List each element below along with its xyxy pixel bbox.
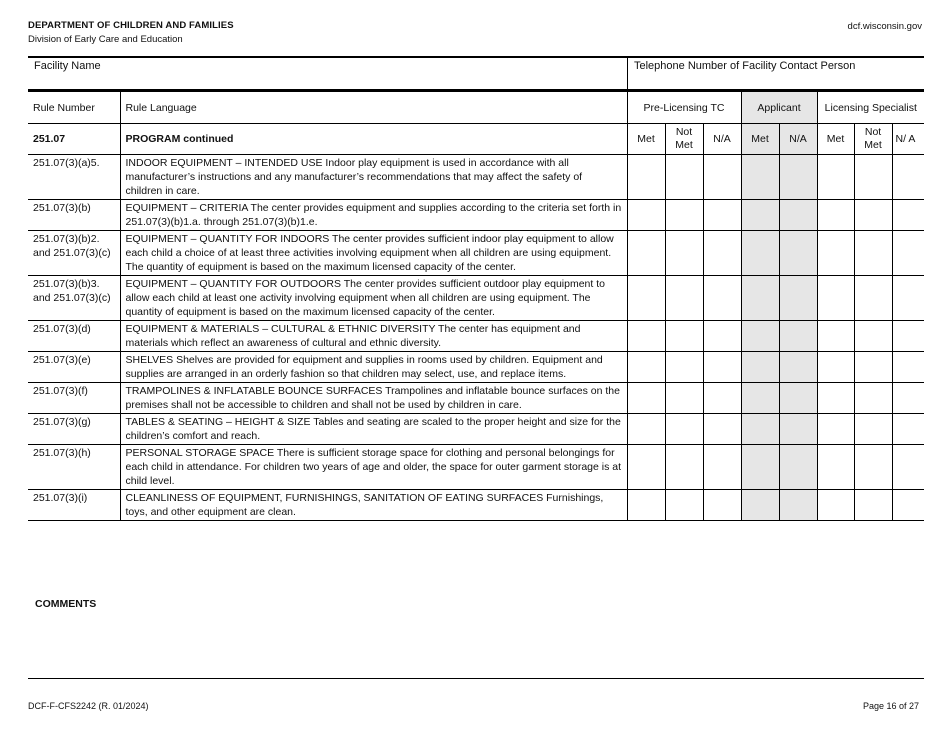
pre-met-cell[interactable] xyxy=(627,276,665,321)
spec-na-cell[interactable] xyxy=(892,155,924,200)
spec-met-cell[interactable] xyxy=(817,276,854,321)
pre-met-cell[interactable] xyxy=(627,383,665,414)
table-row xyxy=(28,276,924,321)
rules-table xyxy=(28,91,924,521)
spec-na-cell[interactable] xyxy=(892,490,924,521)
spec-na-cell[interactable] xyxy=(892,321,924,352)
facility-phone-label: Telephone Number of Facility Contact Person xyxy=(634,60,856,72)
pre-not-met-header: Not Met xyxy=(665,124,703,155)
spec-not-met-cell[interactable] xyxy=(854,383,892,414)
spec-na-cell[interactable] xyxy=(892,231,924,276)
spec-na-cell[interactable] xyxy=(892,276,924,321)
table-row xyxy=(28,414,924,445)
rule-number: 251.07(3)(b)3. and 251.07(3)(c) xyxy=(28,276,120,321)
rule-number: 251.07(3)(d) xyxy=(28,321,120,352)
app-met-header: Met xyxy=(741,124,779,155)
group-applicant: Applicant xyxy=(741,92,817,124)
table-row xyxy=(28,383,924,414)
spec-met-cell[interactable] xyxy=(817,352,854,383)
comments-label: COMMENTS xyxy=(35,598,97,610)
pre-not-met-cell[interactable] xyxy=(665,321,703,352)
app-met-cell[interactable] xyxy=(741,414,779,445)
pre-not-met-cell[interactable] xyxy=(665,490,703,521)
website-url: dcf.wisconsin.gov xyxy=(847,21,922,32)
app-na-cell[interactable] xyxy=(779,200,817,231)
rule-language: CLEANLINESS OF EQUIPMENT, FURNISHINGS, SANITATION OF EATING SURFACES Furnishings, toys, and other equipment are clean. xyxy=(120,490,627,521)
table-row xyxy=(28,490,924,521)
spec-na-cell[interactable] xyxy=(892,200,924,231)
col-rule-number: Rule Number xyxy=(28,92,120,124)
rule-language: EQUIPMENT – QUANTITY FOR OUTDOORS The center provides sufficient outdoor play equipment to allow each child at least one activity involving equipment when all children are using equipment. The quantity of equipment is based on the maximum licensed capacity of the center. xyxy=(120,276,627,321)
spec-met-cell[interactable] xyxy=(817,321,854,352)
col-rule-language: Rule Language xyxy=(120,92,627,124)
table-row xyxy=(28,321,924,352)
form-id: DCF-F-CFS2242 (R. 01/2024) xyxy=(28,701,149,711)
app-met-cell[interactable] xyxy=(741,231,779,276)
pre-not-met-cell[interactable] xyxy=(665,445,703,490)
pre-na-cell[interactable] xyxy=(703,321,741,352)
pre-na-cell[interactable] xyxy=(703,383,741,414)
table-row xyxy=(28,231,924,276)
pre-not-met-cell[interactable] xyxy=(665,200,703,231)
rule-number: 251.07(3)(b) xyxy=(28,200,120,231)
rule-language: SHELVES Shelves are provided for equipment and supplies in rooms used by children. Equipment and supplies are arranged in an orderly fashion so that children may select, use, and replace items. xyxy=(120,352,627,383)
pre-na-header: N/A xyxy=(703,124,741,155)
table-header-row xyxy=(28,92,924,124)
app-na-cell[interactable] xyxy=(779,352,817,383)
app-na-cell[interactable] xyxy=(779,445,817,490)
rule-language: EQUIPMENT – CRITERIA The center provides equipment and supplies according to the criteria set forth in 251.07(3)(b)1.a. through 251.07(3)(b)1.e. xyxy=(120,200,627,231)
pre-na-cell[interactable] xyxy=(703,352,741,383)
app-met-cell[interactable] xyxy=(741,445,779,490)
divider xyxy=(28,678,924,679)
spec-na-cell[interactable] xyxy=(892,445,924,490)
pre-not-met-cell[interactable] xyxy=(665,276,703,321)
spec-met-cell[interactable] xyxy=(817,155,854,200)
rule-language: EQUIPMENT – QUANTITY FOR INDOORS The center provides sufficient indoor play equipment to allow each child a choice of at least three activities involving equipment when all children are using equipment. The quantity of equipment is based on the maximum licensed capacity of the center. xyxy=(120,231,627,276)
rule-number: 251.07(3)(a)5. xyxy=(28,155,120,200)
app-met-cell[interactable] xyxy=(741,383,779,414)
rule-number: 251.07(3)(i) xyxy=(28,490,120,521)
pre-not-met-cell[interactable] xyxy=(665,231,703,276)
table-row xyxy=(28,352,924,383)
table-row xyxy=(28,155,924,200)
spec-not-met-cell[interactable] xyxy=(854,490,892,521)
pre-met-cell[interactable] xyxy=(627,352,665,383)
spec-na-cell[interactable] xyxy=(892,383,924,414)
pre-na-cell[interactable] xyxy=(703,445,741,490)
spec-not-met-cell[interactable] xyxy=(854,276,892,321)
app-met-cell[interactable] xyxy=(741,490,779,521)
table-subheader-row xyxy=(28,124,924,155)
spec-met-cell[interactable] xyxy=(817,414,854,445)
spec-met-cell[interactable] xyxy=(817,490,854,521)
spec-na-cell[interactable] xyxy=(892,352,924,383)
pre-met-cell[interactable] xyxy=(627,321,665,352)
group-prelicensing-tc: Pre-Licensing TC xyxy=(627,92,741,124)
spec-not-met-cell[interactable] xyxy=(854,155,892,200)
spec-not-met-cell[interactable] xyxy=(854,445,892,490)
spec-met-cell[interactable] xyxy=(817,200,854,231)
pre-na-cell[interactable] xyxy=(703,231,741,276)
pre-met-header: Met xyxy=(627,124,665,155)
pre-na-cell[interactable] xyxy=(703,155,741,200)
spec-not-met-cell[interactable] xyxy=(854,414,892,445)
app-na-header: N/A xyxy=(779,124,817,155)
section-title: PROGRAM continued xyxy=(120,124,627,155)
spec-not-met-cell[interactable] xyxy=(854,352,892,383)
page-number: Page 16 of 27 xyxy=(862,701,919,711)
rule-number: 251.07(3)(e) xyxy=(28,352,120,383)
table-row xyxy=(28,445,924,490)
app-met-cell[interactable] xyxy=(741,321,779,352)
rule-language: TABLES & SEATING – HEIGHT & SIZE Tables and seating are scaled to the proper height and size for the children’s comfort and reach. xyxy=(120,414,627,445)
section-number: 251.07 xyxy=(28,124,120,155)
app-na-cell[interactable] xyxy=(779,490,817,521)
pre-na-cell[interactable] xyxy=(703,490,741,521)
rule-language: EQUIPMENT & MATERIALS – CULTURAL & ETHNIC DIVERSITY The center has equipment and materials which reflect an awareness of cultural and ethnic diversity. xyxy=(120,321,627,352)
app-na-cell[interactable] xyxy=(779,321,817,352)
app-na-cell[interactable] xyxy=(779,155,817,200)
app-met-cell[interactable] xyxy=(741,352,779,383)
pre-met-cell[interactable] xyxy=(627,200,665,231)
pre-na-cell[interactable] xyxy=(703,276,741,321)
facility-info-row xyxy=(28,58,924,90)
pre-met-cell[interactable] xyxy=(627,231,665,276)
pre-na-cell[interactable] xyxy=(703,414,741,445)
pre-met-cell[interactable] xyxy=(627,490,665,521)
spec-not-met-header: Not Met xyxy=(854,124,892,155)
app-met-cell[interactable] xyxy=(741,200,779,231)
pre-not-met-cell[interactable] xyxy=(665,383,703,414)
page-header-left xyxy=(28,20,234,45)
spec-met-cell[interactable] xyxy=(817,445,854,490)
spec-not-met-cell[interactable] xyxy=(854,200,892,231)
phone-cell xyxy=(627,58,925,90)
spec-met-header: Met xyxy=(817,124,854,155)
app-met-cell[interactable] xyxy=(741,155,779,200)
group-licensing-specialist: Licensing Specialist xyxy=(817,92,924,124)
app-na-cell[interactable] xyxy=(779,231,817,276)
spec-met-cell[interactable] xyxy=(817,383,854,414)
facility-name-label: Facility Name xyxy=(34,60,101,72)
app-na-cell[interactable] xyxy=(779,414,817,445)
rule-number: 251.07(3)(f) xyxy=(28,383,120,414)
pre-met-cell[interactable] xyxy=(627,414,665,445)
rule-number: 251.07(3)(b)2. and 251.07(3)(c) xyxy=(28,231,120,276)
app-na-cell[interactable] xyxy=(779,383,817,414)
rule-number: 251.07(3)(g) xyxy=(28,414,120,445)
app-met-cell[interactable] xyxy=(741,276,779,321)
pre-not-met-cell[interactable] xyxy=(665,352,703,383)
table-row xyxy=(28,200,924,231)
spec-not-met-cell[interactable] xyxy=(854,231,892,276)
rule-language: TRAMPOLINES & INFLATABLE BOUNCE SURFACES Trampolines and inflatable bounce surfaces on the premises shall not be accessible to children and shall not be used by children in care. xyxy=(120,383,627,414)
pre-na-cell[interactable] xyxy=(703,200,741,231)
app-na-cell[interactable] xyxy=(779,276,817,321)
pre-met-cell[interactable] xyxy=(627,445,665,490)
spec-not-met-cell[interactable] xyxy=(854,321,892,352)
division-name: Division of Early Care and Education xyxy=(28,34,183,45)
pre-not-met-cell[interactable] xyxy=(665,155,703,200)
spec-met-cell[interactable] xyxy=(817,231,854,276)
spec-na-header: N/ A xyxy=(892,124,924,155)
rule-language: INDOOR EQUIPMENT – INTENDED USE Indoor play equipment is used in accordance with all manufacturer’s instructions and any manufacturer’s recommendations that may affect the safety of children in care. xyxy=(120,155,627,200)
pre-not-met-cell[interactable] xyxy=(665,414,703,445)
department-name: DEPARTMENT OF CHILDREN AND FAMILIES xyxy=(28,20,234,31)
rule-language: PERSONAL STORAGE SPACE There is sufficient storage space for clothing and personal belongings for each child in attendance. For children two years of age and older, the space for outer garment storage is at child level. xyxy=(120,445,627,490)
spec-na-cell[interactable] xyxy=(892,414,924,445)
rule-number: 251.07(3)(h) xyxy=(28,445,120,490)
pre-met-cell[interactable] xyxy=(627,155,665,200)
